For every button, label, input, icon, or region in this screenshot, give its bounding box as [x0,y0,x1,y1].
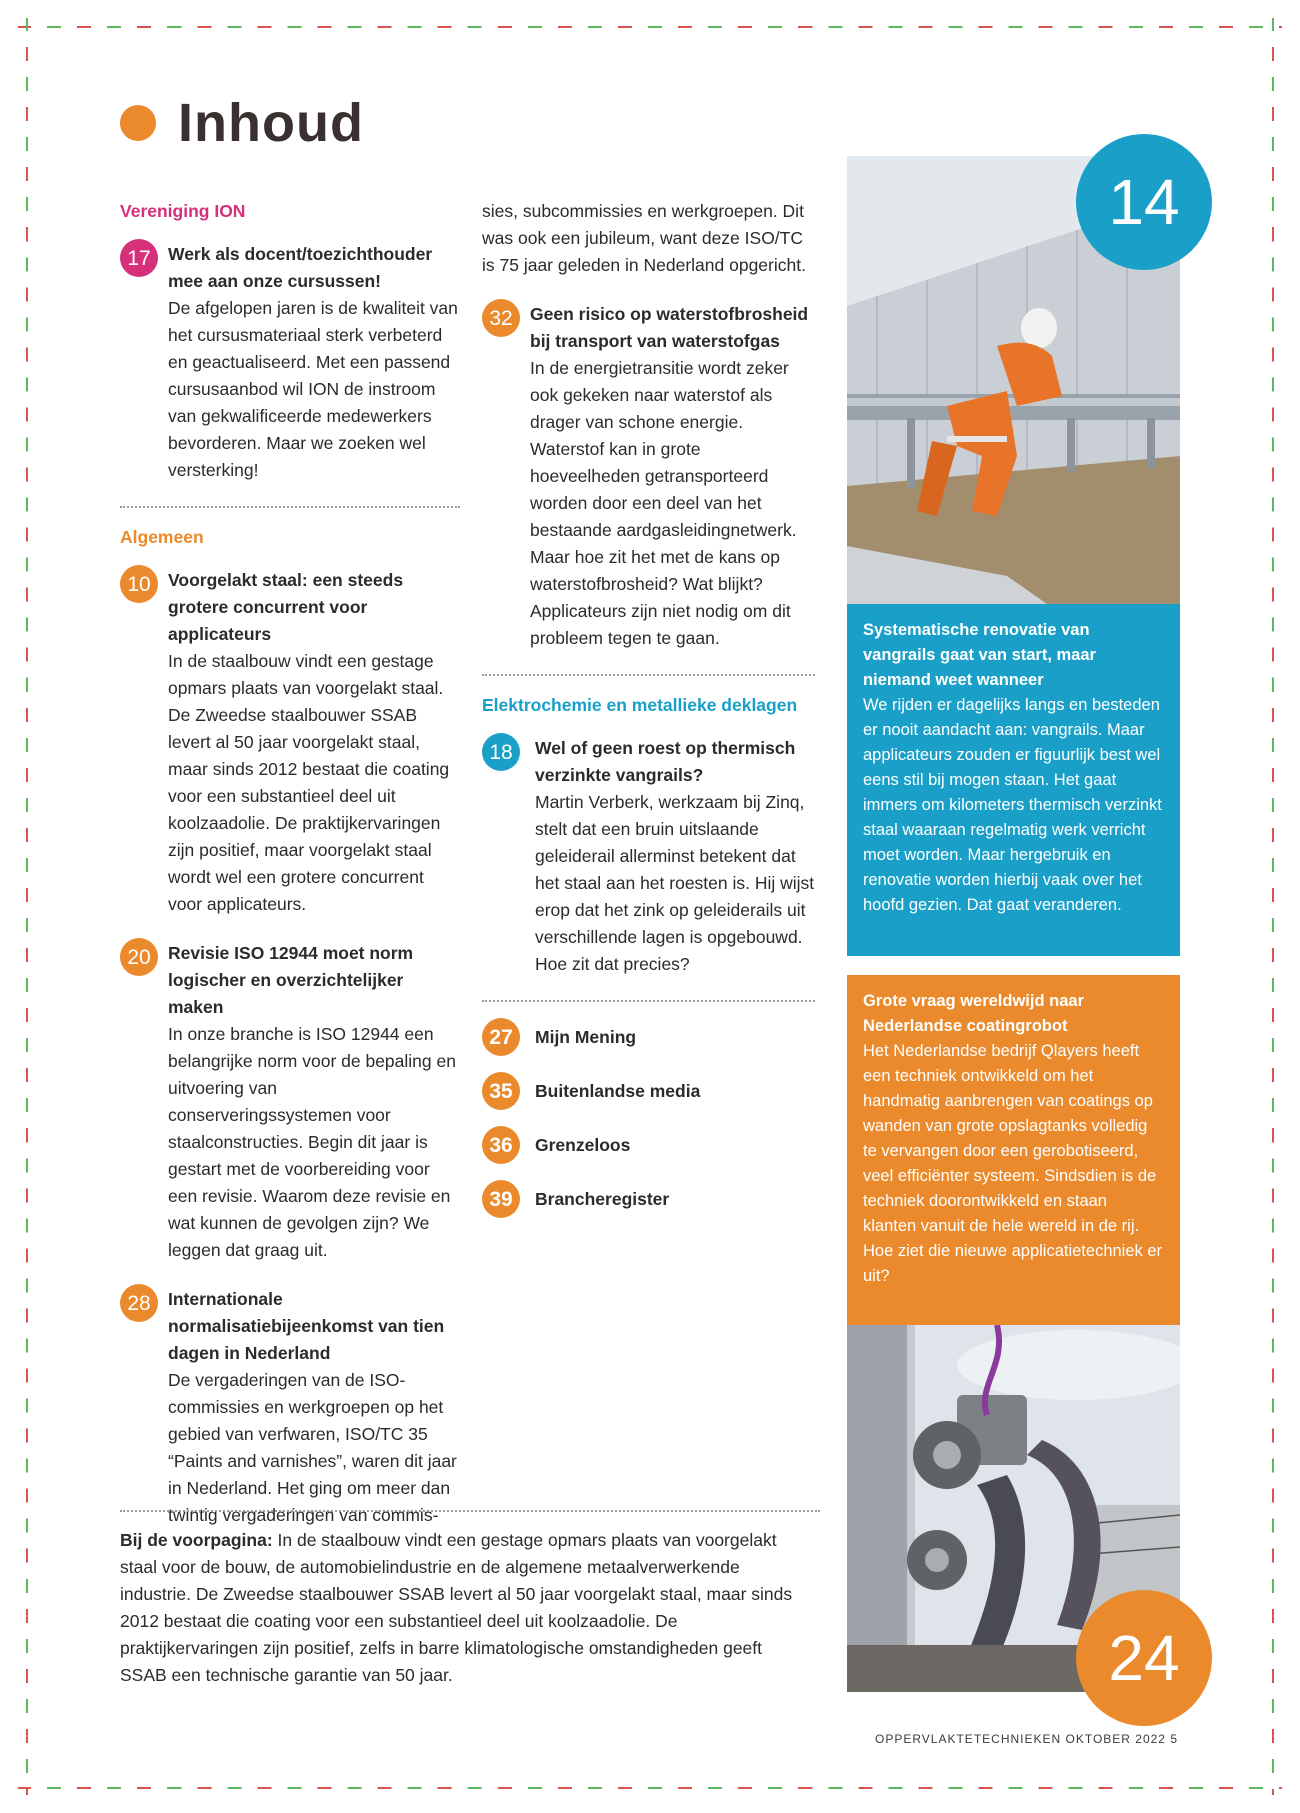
toc-item-title: Mijn Mening [535,1026,637,1047]
toc-item-title: Grenzeloos [535,1134,631,1155]
bullet-dot-icon [120,105,156,141]
page-title: Inhoud [178,93,364,153]
dotted-divider [120,506,460,508]
title-row [120,92,364,154]
page-number-badge: 10 [120,565,158,603]
feature-summary: Het Nederlandse bedrijf Qlayers heeft een techniek ontwikkeld om het handmatig aanbrengen van coatings op wanden van grote opslagtanks volledig te vervangen door een gerobotiseerd, veel efficiënter systeem. Sindsdien is de techniek doorontwikkeld en staan klanten vanuit de hele wereld in de rij. Hoe ziet die nieuwe applicatietechniek er uit? [863,1042,1163,1285]
section-algemeen: Algemeen [120,527,204,547]
feature-box-coatingrobot[interactable] [847,975,1180,1325]
toc-item-title: Internationale normalisatiebijeenkomst van tien dagen in Nederland [168,1289,445,1363]
cover-caption-label: Bij de voorpagina: [120,1530,273,1550]
toc-item-title: Wel of geen roest op thermisch verzinkte vangrails? [535,738,796,785]
toc-item-17[interactable] [120,241,460,484]
section-elektrochemie: Elektrochemie en metallieke deklagen [482,695,798,715]
toc-column-middle [482,198,815,1234]
feature-title: Grote vraag wereldwijd naar Nederlandse coatingrobot [863,992,1084,1035]
page-number-badge: 36 [482,1126,520,1164]
page-number-badge: 27 [482,1018,520,1056]
toc-item-short[interactable] [482,1018,815,1056]
border-top [18,26,1282,28]
feature-title: Systematische renovatie van vangrails gaat van start, maar niemand weet wanneer [863,621,1096,689]
toc-item-18[interactable] [482,735,815,978]
border-right [1272,18,1274,1795]
toc-item-short[interactable] [482,1072,815,1110]
section-vereniging-ion: Vereniging ION [120,201,246,221]
page-footer: OPPERVLAKTETECHNIEKEN OKTOBER 2022 5 [875,1732,1178,1746]
page-number-badge-large: 24 [1076,1590,1212,1726]
page-number-badge: 35 [482,1072,520,1110]
border-left [26,18,28,1795]
toc-item-28[interactable] [120,1286,460,1529]
toc-item-summary: In de energietransitie wordt zeker ook gekeken naar waterstof als drager van schone energie. Waterstof kan in grote hoeveelheden getransporteerd worden door een deel van het bestaande aardgasleidingnetwerk. Maar hoe zit het met de kans op waterstofbrosheid? Wat blijkt? Applicateurs zijn niet nodig om dit probleem tegen te gaan. [530,358,797,648]
dotted-divider [482,1000,815,1002]
toc-item-20[interactable] [120,940,460,1264]
page-number-badge: 28 [120,1284,158,1322]
toc-item-summary: In de staalbouw vindt een gestage opmars plaats van voorgelakt staal. De Zweedse staalbouwer SSAB levert al 50 jaar voorgelakt staal, maar sinds 2012 bestaat die coating voor een substantieel deel uit koolzaadolie. De praktijkervaringen zijn positief, maar voorgelakt staal wordt wel een grotere concurrent voor applicateurs. [168,651,450,914]
page-number-badge-large: 14 [1076,134,1212,270]
cover-caption-text: In de staalbouw vindt een gestage opmars plaats van voorgelakt staal voor de bouw, de automobielindustrie en de algemene metaalverwerkende industrie. De Zweedse staalbouwer SSAB levert al 50 jaar voorgelakt staal, maar sinds 2012 bestaat die coating voor een substantieel deel uit koolzaadolie. De praktijkervaringen zijn positief, zelfs in barre klimatologische omstandigheden geeft SSAB een technische garantie van 50 jaar. [120,1530,793,1685]
toc-item-summary: De vergaderingen van de ISO-commissies en werkgroepen op het gebied van verfwaren, ISO/TC 35 “Paints and varnishes”, waren dit jaar in Nederland. Het ging om meer dan twintig vergaderingen van commis- [168,1370,457,1525]
toc-item-32[interactable] [482,301,815,652]
cover-caption [120,1527,810,1689]
dotted-divider [482,674,815,676]
toc-item-28-continued: sies, subcommissies en werkgroepen. Dit was ook een jubileum, want deze ISO/TC is 75 jaar geleden in Nederland opgericht. [482,201,806,275]
feature-summary: We rijden er dagelijks langs en besteden er nooit aandacht aan: vangrails. Maar applicateurs zouden er figuurlijk best wel eens stil bij mogen staan. Het gaat immers om kilometers thermisch verzinkt staal waaraan regelmatig werk verricht moet worden. Maar hergebruik en renovatie worden hierbij vaak over het hoofd gezien. Dat gaat veranderen. [863,696,1162,914]
toc-item-10[interactable] [120,567,460,918]
page-number-badge: 39 [482,1180,520,1218]
page-number-badge: 18 [482,733,520,771]
toc-item-title: Brancheregister [535,1188,670,1209]
page-number-badge: 32 [482,299,520,337]
toc-item-summary: In onze branche is ISO 12944 een belangrijke norm voor de bepaling en uitvoering van conserveringssystemen voor staalconstructies. Begin dit jaar is gestart met de voorbereiding voor een revisie. Waarom deze revisie en wat kunnen de gevolgen zijn? We leggen dat graag uit. [168,1024,456,1260]
feature-box-vangrails[interactable] [847,604,1180,956]
toc-item-short[interactable] [482,1126,815,1164]
toc-item-title: Voorgelakt staal: een steeds grotere concurrent voor applicateurs [168,570,404,644]
toc-item-title: Revisie ISO 12944 moet norm logischer en overzichtelijker maken [168,943,414,1017]
toc-short-list [482,1018,815,1218]
toc-item-summary: Martin Verberk, werkzaam bij Zinq, stelt dat een bruin uitslaande geleiderail allerminst betekent dat het staal aan het roesten is. Hij wijst erop dat het zink op geleiderails uit verschillende lagen is opgebouwd. Hoe zit dat precies? [535,792,815,974]
page-number-badge: 17 [120,239,158,277]
dotted-divider [120,1510,820,1512]
toc-item-title: Werk als docent/toezichthouder mee aan onze cursussen! [168,244,433,291]
page-number-badge: 20 [120,938,158,976]
toc-item-short[interactable] [482,1180,815,1218]
toc-item-title: Buitenlandse media [535,1080,701,1101]
toc-item-summary: De afgelopen jaren is de kwaliteit van het cursusmateriaal sterk verbeterd en geactualiseerd. Met een passend cursusaanbod wil ION de instroom van gekwalificeerde medewerkers bevorderen. Maar we zoeken wel versterking! [168,298,458,480]
border-bottom [18,1787,1282,1789]
toc-item-title: Geen risico op waterstofbrosheid bij transport van waterstofgas [530,304,809,351]
toc-column-left [120,198,460,1551]
